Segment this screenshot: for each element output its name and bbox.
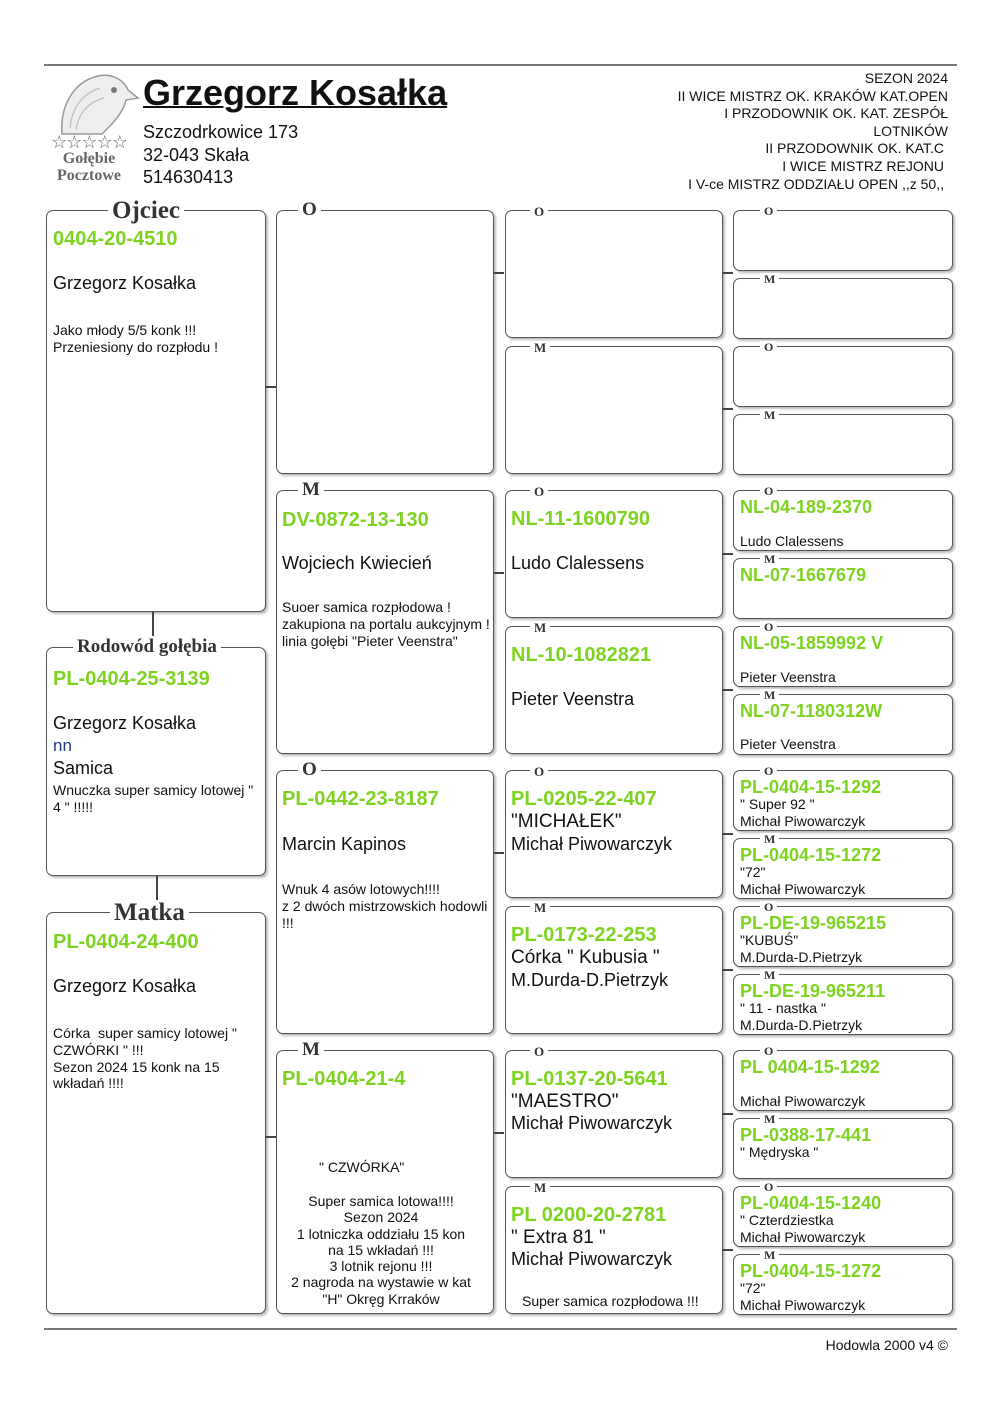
- g4-label: M: [760, 1113, 779, 1125]
- connector-line: [723, 272, 733, 274]
- g4-label: O: [760, 621, 777, 633]
- g4-line2: Michał Piwowarczyk: [740, 1229, 866, 1245]
- subject-color: nn: [53, 736, 72, 755]
- g4-empty-3: [733, 346, 953, 407]
- fmm-ring: NL-10-1082821: [511, 644, 652, 666]
- ff-card: [276, 210, 494, 474]
- g4-line1: "72": [740, 864, 766, 880]
- g4-ring: PL-0388-17-441: [740, 1125, 872, 1145]
- subject-sex: Samica: [53, 758, 114, 778]
- ffy-label: M: [530, 341, 550, 354]
- fmf-ring: NL-11-1600790: [511, 508, 650, 530]
- g4-line2: Pieter Veenstra: [740, 669, 836, 685]
- g4-empty-4-label: M: [760, 409, 779, 421]
- connector-line: [723, 1249, 733, 1251]
- top-rule: [44, 64, 957, 66]
- mother-card: [46, 912, 266, 1314]
- g4-ring: NL-07-1180312W: [740, 701, 883, 721]
- g4-ring: PL-0404-15-1292: [740, 777, 882, 797]
- g4-empty-3-label: O: [760, 341, 777, 353]
- g4-ring: PL-0404-15-1240: [740, 1193, 882, 1213]
- connector-line: [494, 852, 504, 854]
- g4-line2: Michał Piwowarczyk: [740, 881, 866, 897]
- g4-line1: " Mędryska ": [740, 1144, 819, 1160]
- g4-line2: Michał Piwowarczyk: [740, 1093, 866, 1109]
- connector-line: [494, 1132, 504, 1134]
- mmm-owner: Michał Piwowarczyk: [511, 1249, 673, 1269]
- g4-ring: PL-DE-19-965211: [740, 981, 886, 1001]
- mother-label: Matka: [110, 900, 189, 925]
- g4-line2: Michał Piwowarczyk: [740, 1297, 866, 1313]
- fm-note: Suoer samica rozpłodowa ! zakupiona na portalu aukcyjnym ! linia gołębi "Pieter Veenstra": [282, 599, 490, 649]
- ff-label: O: [298, 200, 321, 219]
- logo-text-2: Pocztowe: [57, 167, 121, 184]
- g4-label: O: [760, 485, 777, 497]
- bottom-rule: [44, 1328, 957, 1330]
- connector-line: [494, 272, 504, 274]
- mother-ring: PL-0404-24-400: [53, 931, 199, 953]
- mmm-label: M: [530, 1181, 550, 1194]
- pedigree-label: Rodowód gołębia: [73, 637, 221, 656]
- g4-label: M: [760, 969, 779, 981]
- g4-line1: "72": [740, 1280, 766, 1296]
- g4-line1: "KUBUŚ": [740, 932, 799, 948]
- g4-ring: PL-0404-15-1272: [740, 1261, 882, 1281]
- g4-ring: PL-DE-19-965215: [740, 913, 887, 933]
- g4-empty-2: [733, 278, 953, 339]
- g4-label: O: [760, 1181, 777, 1193]
- fm-owner: Wojciech Kwiecień: [282, 553, 432, 573]
- connector-line: [266, 1136, 276, 1138]
- father-card: [46, 210, 266, 612]
- g4-label: M: [760, 833, 779, 845]
- fm-label: M: [298, 480, 324, 499]
- connector-line: [723, 1113, 733, 1115]
- link-line: [152, 612, 154, 636]
- g4-ring: NL-05-1859992 V: [740, 633, 884, 653]
- connector-line: [723, 553, 733, 555]
- achievement-line: LOTNIKÓW: [873, 122, 948, 139]
- g4-empty-1-label: O: [760, 205, 777, 217]
- mother-owner: Grzegorz Kosałka: [53, 976, 197, 996]
- breeder-phone: 514630413: [143, 167, 234, 187]
- mmm-note: Super samica rozpłodowa !!!: [522, 1293, 699, 1309]
- mm-label: M: [298, 1040, 324, 1059]
- g4-empty-4: [733, 414, 953, 475]
- g4-line2: M.Durda-D.Pietrzyk: [740, 1017, 863, 1033]
- mf-label: O: [298, 760, 321, 779]
- logo-stars: ☆☆☆☆☆: [51, 132, 127, 152]
- mff-ring: PL-0205-22-407: [511, 788, 657, 810]
- breeder-address-2: 32-043 Skała: [143, 145, 250, 165]
- connector-line: [723, 833, 733, 835]
- g4-empty-2-label: M: [760, 273, 779, 285]
- subject-note: Wnuczka super samicy lotowej " 4 " !!!!!: [53, 782, 254, 815]
- ffy-card: [505, 346, 723, 474]
- mmf-ring: PL-0137-20-5641: [511, 1068, 668, 1090]
- logo-text-1: Gołębie: [62, 150, 116, 167]
- mff-label: O: [530, 765, 548, 778]
- breeder-name: Grzegorz Kosałka: [143, 72, 448, 113]
- father-note: Jako młody 5/5 konk !!! Przeniesiony do rozpłodu !: [53, 322, 218, 355]
- g4-ring: NL-07-1667679: [740, 565, 867, 585]
- connector-line: [723, 969, 733, 971]
- mf-note: Wnuk 4 asów lotowych!!!! z 2 dwóch mistrzowskich hodowli !!!: [282, 881, 488, 931]
- mm-name: " CZWÓRKA": [319, 1159, 405, 1175]
- g4-line2: Michał Piwowarczyk: [740, 813, 866, 829]
- mf-ring: PL-0442-23-8187: [282, 788, 439, 810]
- achievements: [528, 70, 948, 193]
- connector-line: [494, 572, 504, 574]
- g4-label: O: [760, 1045, 777, 1057]
- breeder-address-1: Szczodrkowice 173: [143, 122, 299, 142]
- subject-ring: PL-0404-25-3139: [53, 668, 210, 690]
- achievement-line: II PRZODOWNIK OK. KAT.C: [765, 140, 944, 157]
- mfm-label: M: [530, 901, 550, 914]
- g4-label: M: [760, 1249, 779, 1261]
- mm-ring: PL-0404-21-4: [282, 1068, 406, 1090]
- mmm-ring: PL 0200-20-2781: [511, 1204, 667, 1226]
- footer-credit: Hodowla 2000 v4 ©: [825, 1337, 948, 1353]
- father-label: Ojciec: [108, 198, 184, 223]
- mmf-label: O: [530, 1045, 548, 1058]
- g4-ring: NL-04-189-2370: [740, 497, 873, 517]
- g4-label: O: [760, 901, 777, 913]
- g4-line1: " Czterdziestka: [740, 1212, 834, 1228]
- fmf-label: O: [530, 485, 548, 498]
- achievement-line: II WICE MISTRZ OK. KRAKÓW KAT.OPEN: [677, 87, 948, 104]
- fmm-owner: Pieter Veenstra: [511, 689, 635, 709]
- g4-line2: M.Durda-D.Pietrzyk: [740, 949, 863, 965]
- fm-ring: DV-0872-13-130: [282, 509, 429, 531]
- g4-line2: Pieter Veenstra: [740, 736, 836, 752]
- mm-note: Super samica lotowa!!!! Sezon 2024 1 lotniczka oddziału 15 kon na 15 wkładań !!! 3 lotnik rejonu !!! 2 nagroda na wystawie w kat "H" Okręg Krraków: [291, 1193, 471, 1307]
- fmm-label: M: [530, 621, 550, 634]
- ffx-card: [505, 210, 723, 338]
- mff-name: "MICHAŁEK": [511, 811, 622, 832]
- g4-empty-1: [733, 210, 953, 271]
- mmf-name: "MAESTRO": [511, 1091, 619, 1112]
- g4-label: O: [760, 765, 777, 777]
- mmf-owner: Michał Piwowarczyk: [511, 1113, 673, 1133]
- g4-ring: PL 0404-15-1292: [740, 1057, 880, 1077]
- achievement-line: I V-ce MISTRZ ODDZIAŁU OPEN ,,z 50,,: [688, 175, 944, 192]
- father-ring: 0404-20-4510: [53, 228, 178, 250]
- pigeon-logo: [44, 68, 136, 186]
- mf-owner: Marcin Kapinos: [282, 834, 407, 854]
- mfm-ring: PL-0173-22-253: [511, 924, 657, 946]
- g4-line1: " Super 92 ": [740, 796, 815, 812]
- connector-line: [266, 386, 276, 388]
- subject-owner: Grzegorz Kosałka: [53, 713, 197, 733]
- pigeon-head-icon: [50, 68, 140, 138]
- ffx-label: O: [530, 205, 548, 218]
- g4-label: M: [760, 689, 779, 701]
- g4-line2: Ludo Clalessens: [740, 533, 844, 549]
- g4-ring: PL-0404-15-1272: [740, 845, 882, 865]
- achievement-line: SEZON 2024: [864, 70, 948, 86]
- connector-line: [723, 408, 733, 410]
- mff-owner: Michał Piwowarczyk: [511, 834, 673, 854]
- mfm-name: Córka " Kubusia ": [511, 947, 660, 968]
- father-owner: Grzegorz Kosałka: [53, 273, 197, 293]
- fmf-owner: Ludo Clalessens: [511, 553, 645, 573]
- mfm-owner: M.Durda-D.Pietrzyk: [511, 970, 669, 990]
- achievement-line: I PRZODOWNIK OK. KAT. ZESPÓŁ: [724, 105, 948, 122]
- g4-line1: " 11 - nastka ": [740, 1000, 826, 1016]
- g4-label: M: [760, 553, 779, 565]
- achievement-line: I WICE MISTRZ REJONU: [782, 157, 944, 174]
- mother-note: Córka super samicy lotowej " CZWÓRKI " !!! Sezon 2024 15 konk na 15 wkładań !!!!: [53, 1025, 237, 1092]
- connector-line: [723, 689, 733, 691]
- mmm-name: " Extra 81 ": [511, 1227, 606, 1248]
